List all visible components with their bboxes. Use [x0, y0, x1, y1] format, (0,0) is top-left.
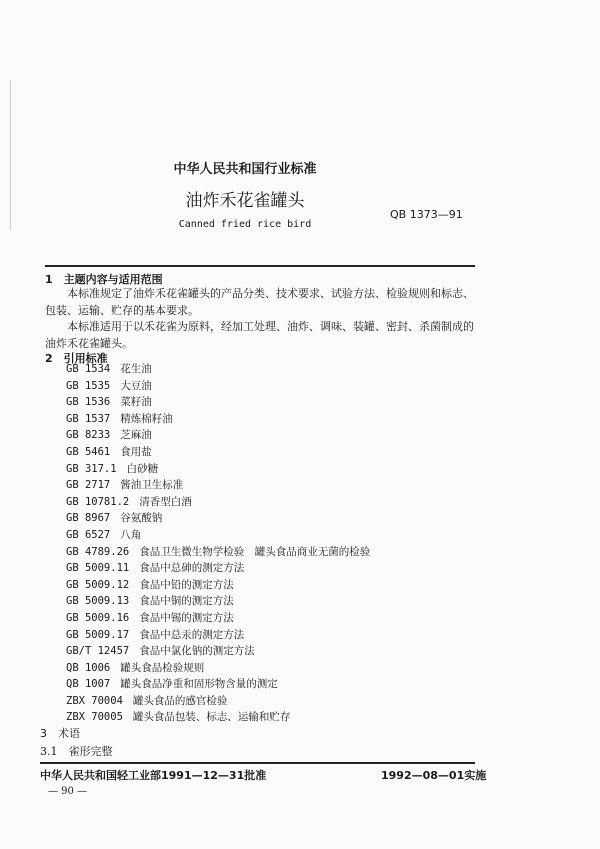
reference-title: 食品中铅的测定方法 [139, 578, 234, 591]
reference-item [66, 544, 370, 561]
reference-code: GB 317.1 [66, 462, 117, 475]
section-3-1-heading: 3.1 雀形完整 [40, 745, 113, 758]
reference-title: 食用盐 [120, 445, 152, 458]
section-3-heading: 3 术语 [40, 727, 80, 740]
reference-code: GB 1534 [66, 363, 111, 375]
reference-code: GB 1537 [66, 412, 111, 425]
reference-title: 酱油卫生标准 [120, 479, 184, 492]
reference-title: 谷氨酸钠 [120, 512, 163, 525]
reference-code: GB 8233 [66, 429, 111, 442]
paragraph: 本标准规定了油炸禾花雀罐头的产品分类、技术要求、试验方法、检验规则和标志、包装、运输、贮存的基本要求。 [45, 287, 474, 317]
reference-title: 白砂糖 [126, 462, 159, 475]
reference-code: QB 1006 [66, 661, 111, 674]
reference-title: 花生油 [120, 363, 152, 375]
reference-code: GB 4789.26 [66, 545, 130, 558]
reference-code: GB 6527 [66, 528, 111, 541]
reference-item [66, 627, 370, 644]
reference-code: GB 8967 [66, 512, 111, 525]
reference-title: 食品卫生微生物学检验 罐头食品商业无菌的检验 [139, 545, 371, 558]
reference-code: QB 1007 [66, 678, 111, 691]
reference-item [66, 394, 370, 411]
reference-code: GB 5009.13 [66, 595, 130, 608]
reference-title: 食品中铜的测定方法 [139, 595, 234, 608]
reference-title: 罐头食品的感官检验 [132, 694, 228, 707]
reference-title: 大豆油 [120, 379, 152, 392]
reference-title: 食品中总汞的测定方法 [139, 628, 245, 641]
reference-item [66, 709, 370, 726]
reference-item [66, 378, 370, 395]
reference-item [66, 527, 370, 544]
reference-title: 罐头食品净重和固形物含量的测定 [120, 678, 278, 691]
reference-item [66, 444, 370, 461]
reference-code: GB 10781.2 [66, 495, 130, 508]
reference-code: ZBX 70004 [66, 694, 123, 707]
approval-date: 中华人民共和国轻工业部1991—12—31批准 [40, 769, 267, 782]
reference-code: GB 1536 [66, 396, 111, 409]
reference-title: 食品中氯化钠的测定方法 [139, 645, 255, 658]
reference-item [66, 477, 370, 494]
reference-item [66, 560, 370, 577]
reference-item [66, 676, 370, 693]
reference-title: 食品中锡的测定方法 [139, 611, 234, 624]
reference-title: 罐头食品检验规则 [120, 661, 205, 674]
reference-title: 精炼棉籽油 [120, 412, 173, 425]
footer-rule [40, 762, 475, 764]
reference-title: 八角 [120, 528, 142, 541]
header-rule [45, 265, 475, 267]
document-title: 油炸禾花雀罐头 [185, 191, 305, 211]
paragraph: 本标准适用于以禾花雀为原料，经加工处理、油炸、调味、装罐、密封、杀菌制成的油炸禾花雀罐头。 [45, 320, 474, 350]
reference-code: ZBX 70005 [66, 711, 123, 724]
section-1-body [45, 286, 475, 352]
effective-date: 1992—08—01实施 [381, 769, 487, 782]
reference-title: 罐头食品包装、标志、运输和贮存 [132, 711, 291, 724]
reference-code: GB 5009.11 [66, 562, 130, 575]
referenced-standards-list [66, 361, 370, 726]
section-2-heading: 2 引用标准 [45, 352, 108, 365]
reference-title: 菜籽油 [120, 396, 152, 409]
reference-title: 食品中总砷的测定方法 [139, 562, 245, 575]
section-1-heading: 1 主题内容与适用范围 [45, 273, 163, 286]
reference-code: GB 1535 [66, 379, 111, 392]
english-title: Canned fried rice bird [178, 219, 312, 230]
reference-title: 芝麻油 [120, 429, 152, 442]
reference-item [66, 610, 370, 627]
reference-item [66, 660, 370, 677]
reference-item [66, 461, 370, 478]
reference-item [66, 411, 370, 428]
reference-item [66, 427, 370, 444]
page-number: — 90 — [48, 786, 88, 797]
reference-code: GB 5461 [66, 445, 111, 458]
reference-item [66, 643, 370, 660]
standard-code: QB 1373—91 [390, 208, 463, 221]
reference-item [66, 593, 370, 610]
reference-item [66, 577, 370, 594]
reference-code: GB 5009.16 [66, 611, 130, 624]
reference-item [66, 510, 370, 527]
reference-code: GB 2717 [66, 479, 111, 492]
reference-code: GB 5009.17 [66, 628, 130, 641]
reference-item [66, 361, 370, 378]
reference-code: GB 5009.12 [66, 578, 130, 591]
standard-category: 中华人民共和国行业标准 [173, 162, 317, 177]
reference-code: GB/T 12457 [66, 645, 130, 658]
reference-item [66, 494, 370, 511]
reference-item [66, 693, 370, 710]
reference-title: 清香型白酒 [139, 495, 192, 508]
